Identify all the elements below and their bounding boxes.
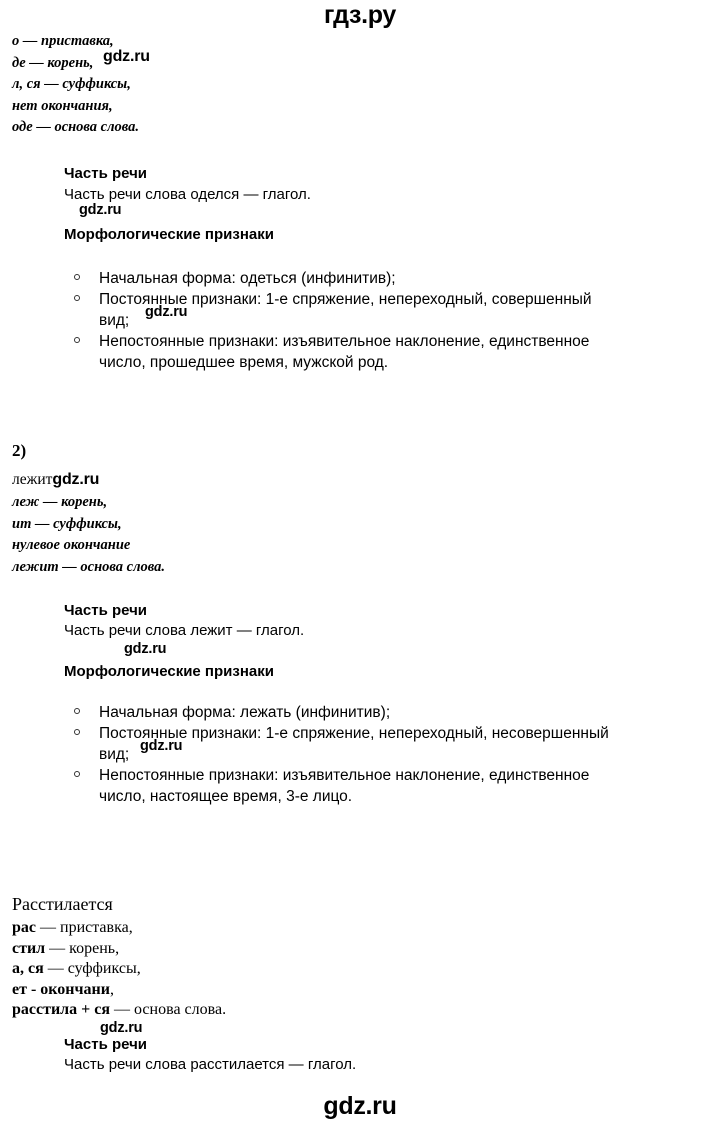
- site-logo-bottom: gdz.ru: [323, 1092, 397, 1120]
- circle-bullet-icon: [74, 274, 80, 280]
- list-item: [64, 702, 704, 723]
- task2-number: 2): [12, 441, 27, 460]
- list-item-line: Постоянные признаки: 1-е спряжение, непереходный, совершенный: [99, 291, 592, 308]
- morpheme-line: леж — корень,: [12, 494, 108, 510]
- morpheme-part: стил: [12, 939, 46, 957]
- morpheme-part: ет - окончани: [12, 980, 110, 998]
- task2-word: [12, 470, 99, 490]
- list-item-line: вид;: [99, 746, 130, 763]
- morpheme-part: расстила + ся: [12, 1001, 111, 1018]
- task3-part-of-speech-heading: Часть речи: [64, 1036, 148, 1053]
- morpheme-line: [12, 959, 226, 980]
- morpheme-line: [12, 939, 226, 960]
- task1-part-of-speech-text: Часть речи слова оделся — глагол.: [64, 186, 311, 203]
- list-item: [64, 331, 704, 373]
- list-item-line: число, настоящее время, 3-е лицо.: [99, 788, 353, 805]
- list-item-line: Непостоянные признаки: изъявительное наклонение, единственное: [99, 767, 590, 784]
- list-item: [64, 765, 704, 807]
- task2-features-heading: Морфологические признаки: [64, 663, 274, 680]
- morpheme-line: оде — основа слова.: [12, 119, 140, 135]
- watermark: gdz.ru: [52, 471, 100, 488]
- task2-morpheme-analysis: [12, 492, 165, 578]
- morpheme-rest: — корень,: [45, 939, 120, 957]
- circle-bullet-icon: [74, 295, 80, 301]
- watermark: gdz.ru: [140, 738, 183, 754]
- morpheme-line: л, ся — суффиксы,: [12, 76, 131, 92]
- task3-morpheme-analysis: [12, 918, 226, 1021]
- watermark: gdz.ru: [79, 202, 122, 218]
- task3-title: Расстилается: [12, 894, 113, 914]
- morpheme-line: нет окончания,: [12, 97, 113, 114]
- watermark: gdz.ru: [103, 48, 150, 65]
- watermark: gdz.ru: [100, 1020, 143, 1036]
- list-item-line: Постоянные признаки: 1-е спряжение, непереходный, несовершенный: [99, 725, 609, 742]
- morpheme-rest: — приставка,: [36, 919, 133, 936]
- morpheme-line: [12, 918, 226, 939]
- list-item-line: Начальная форма: лежать (инфинитив);: [99, 704, 391, 721]
- task2-word-text: лежит: [12, 471, 53, 488]
- morpheme-line: де — корень,: [12, 54, 94, 71]
- morpheme-line: [12, 1000, 226, 1021]
- list-item-line: вид;: [99, 312, 130, 329]
- task1-features-heading: Морфологические признаки: [64, 226, 274, 243]
- task2-features-list: [64, 702, 704, 807]
- morpheme-rest: ,: [109, 980, 114, 998]
- morpheme-line: ит — суффиксы,: [12, 515, 122, 532]
- site-logo-top: гдз.ру: [323, 1, 397, 29]
- circle-bullet-icon: [74, 729, 80, 735]
- morpheme-line: нулевое окончание: [12, 537, 131, 553]
- morpheme-line: [12, 980, 226, 1001]
- morpheme-part: а, ся: [12, 960, 44, 977]
- watermark: gdz.ru: [145, 304, 188, 320]
- task2-part-of-speech-text: Часть речи слова лежит — глагол.: [64, 622, 305, 639]
- task3-part-of-speech-text: Часть речи слова расстилается — глагол.: [64, 1056, 357, 1073]
- morpheme-line: лежит — основа слова.: [12, 558, 166, 575]
- task1-part-of-speech-heading: Часть речи: [64, 165, 148, 182]
- watermark: gdz.ru: [124, 641, 167, 657]
- circle-bullet-icon: [74, 708, 80, 714]
- morpheme-line: о — приставка,: [12, 33, 114, 49]
- list-item-line: число, прошедшее время, мужской род.: [99, 354, 389, 371]
- list-item: [64, 268, 704, 289]
- task2-part-of-speech-heading: Часть речи: [64, 602, 148, 619]
- circle-bullet-icon: [74, 771, 80, 777]
- task1-features-list: [64, 268, 704, 373]
- morpheme-rest: — основа слова.: [110, 1001, 227, 1018]
- circle-bullet-icon: [74, 337, 80, 343]
- list-item-line: Непостоянные признаки: изъявительное наклонение, единственное: [99, 333, 590, 350]
- list-item-line: Начальная форма: одеться (инфинитив);: [99, 270, 396, 287]
- morpheme-rest: — суффиксы,: [43, 960, 141, 977]
- morpheme-part: рас: [12, 919, 36, 936]
